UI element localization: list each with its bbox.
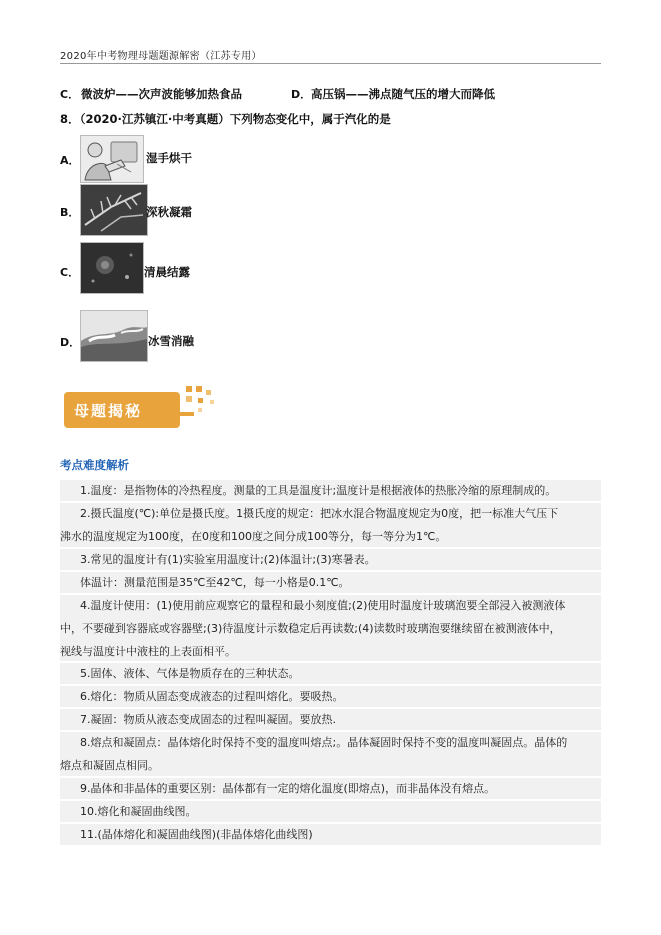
option-a-text: 湿手烘干 bbox=[146, 151, 192, 165]
section-title: 考点难度解析 bbox=[60, 458, 129, 472]
frost-photo bbox=[80, 184, 148, 236]
badge-label: 母题揭秘 bbox=[74, 402, 143, 420]
point-line-13: 熔点和凝固点相同。 bbox=[60, 759, 159, 772]
prev-option-c-text: 微波炉——次声波能够加热食品 bbox=[81, 87, 242, 101]
melting-snow-photo bbox=[80, 310, 148, 362]
prev-option-d-label: D． bbox=[291, 88, 312, 101]
point-line-10: 6.熔化：物质从固态变成液态的过程叫熔化。要吸热。 bbox=[80, 690, 344, 703]
point-line-2: 2.摄氏温度(℃):单位是摄氏度。1摄氏度的规定：把冰水混合物温度规定为0度，把一标准大气压下 bbox=[80, 507, 559, 520]
point-line-1: 1.温度：是指物体的冷热程度。测量的工具是温度计;温度计是根据液体的热胀冷缩的原理制成的。 bbox=[80, 484, 557, 497]
point-line-15: 10.熔化和凝固曲线图。 bbox=[80, 805, 197, 818]
option-b-text: 深秋凝霜 bbox=[146, 205, 192, 219]
point-line-11: 7.凝固：物质从液态变成固态的过程叫凝固。要放热. bbox=[80, 713, 336, 726]
prev-option-c-label: C． bbox=[60, 88, 80, 101]
option-b-label: B． bbox=[60, 206, 80, 219]
point-line-3: 沸水的温度规定为100度，在0度和100度之间分成100等分，每一等分为1℃。 bbox=[60, 530, 447, 543]
section-badge bbox=[64, 392, 180, 428]
point-line-12: 8.熔点和凝固点：晶体熔化时保持不变的温度叫熔点;。晶体凝固时保持不变的温度叫凝固点。晶体的 bbox=[80, 736, 568, 749]
option-a-label: A． bbox=[60, 154, 80, 167]
point-line-9: 5.固体、液体、气体是物质存在的三种状态。 bbox=[80, 667, 300, 680]
point-line-16: 11.(晶体熔化和凝固曲线图)(非晶体熔化曲线图) bbox=[80, 828, 313, 841]
point-line-5: 体温计：测量范围是35℃至42℃，每一小格是0.1℃。 bbox=[80, 576, 350, 589]
header-divider bbox=[60, 63, 601, 64]
point-line-14: 9.晶体和非晶体的重要区别：晶体都有一定的熔化温度(即熔点)，而非晶体没有熔点。 bbox=[80, 782, 496, 795]
drying-hands-photo bbox=[80, 135, 144, 183]
point-line-4: 3.常见的温度计有(1)实验室用温度计;(2)体温计;(3)寒暑表。 bbox=[80, 553, 376, 566]
dew-photo bbox=[80, 242, 144, 294]
badge-ornament-icon bbox=[170, 384, 220, 424]
option-c-text: 清晨结露 bbox=[144, 265, 190, 279]
question-text: （2020·江苏镇江·中考真题）下列物态变化中，属于汽化的是 bbox=[74, 112, 391, 126]
option-d-text: 冰雪消融 bbox=[148, 334, 194, 348]
point-line-6: 4.温度计使用：(1)使用前应观察它的量程和最小刻度值;(2)使用时温度计玻璃泡要全部浸入被测液体 bbox=[80, 599, 566, 612]
option-d-label: D． bbox=[60, 336, 81, 349]
prev-option-d-text: 高压锅——沸点随气压的增大而降低 bbox=[311, 87, 495, 101]
option-c-label: C． bbox=[60, 266, 80, 279]
page-header: 2020年中考物理母题题源解密（江苏专用） bbox=[60, 51, 262, 62]
question-number: 8． bbox=[60, 112, 80, 126]
point-line-8: 视线与温度计中液柱的上表面相平。 bbox=[60, 645, 236, 658]
point-line-7: 中，不要碰到容器底或容器壁;(3)待温度计示数稳定后再读数;(4)读数时玻璃泡要继续留在被测液体中， bbox=[60, 622, 561, 635]
